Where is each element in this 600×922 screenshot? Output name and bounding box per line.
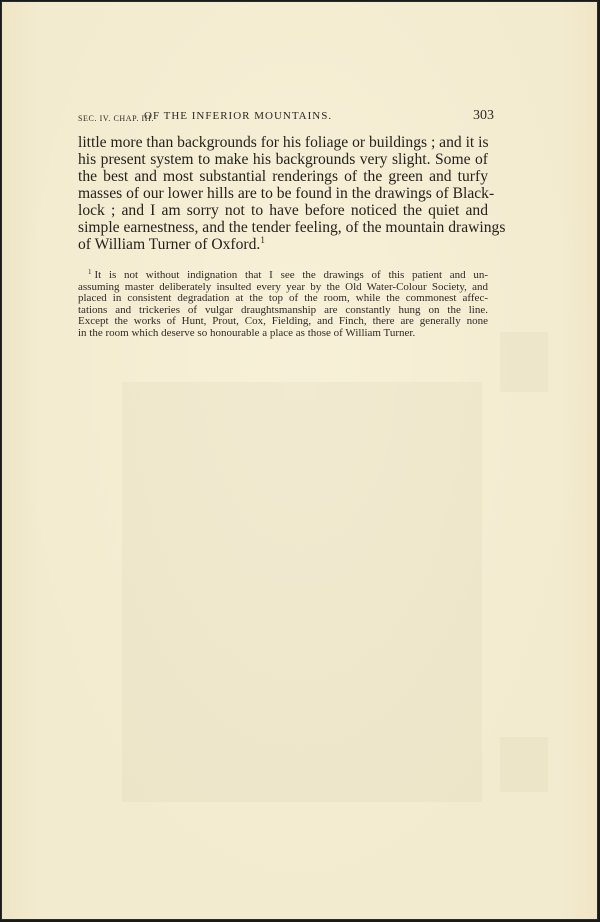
body-line: the best and most substantial renderings of the green and turfy <box>78 168 488 185</box>
body-line: simple earnestness, and the tender feeling, of the mountain drawings <box>78 219 506 236</box>
footnote <box>78 270 488 339</box>
book-page <box>1 1 598 920</box>
body-line: little more than backgrounds for his foliage or buildings ; and it is <box>78 134 489 151</box>
footnote-line-text: It is not without indignation that I see the drawings of this patient and un- <box>94 269 488 281</box>
section-label: SEC. IV. CHAP. III. <box>78 114 154 123</box>
footnote-line-last: in the room which deserve so honourable a place as those of William Turner. <box>78 326 416 339</box>
bleed-through-margin-note <box>500 737 548 792</box>
bleed-through-margin-note <box>500 332 548 392</box>
body-paragraph <box>78 134 506 253</box>
footnote-reference[interactable]: 1 <box>260 235 265 245</box>
body-line: his present system to make his backgrounds very slight. Some of <box>78 151 488 168</box>
footnote-marker: 1 <box>88 268 92 276</box>
body-line: lock ; and I am sorry not to have before noticed the quiet and <box>78 202 488 219</box>
bleed-through-text <box>122 382 482 802</box>
running-head <box>78 109 512 129</box>
footnote-line: assuming master deliberately insulted every year by the Old Water-Colour Society, and <box>78 280 488 293</box>
footnote-line <box>78 270 488 282</box>
footnote-line: placed in consistent degradation at the top of the room, while the commonest affec- <box>78 292 488 304</box>
body-line: masses of our lower hills are to be found in the drawings of Black- <box>78 185 495 202</box>
footnote-line: Except the works of Hunt, Prout, Cox, Fielding, and Finch, there are generally none <box>78 315 488 327</box>
footnote-line: tations and trickeries of vulgar draughtsmanship are constantly hung on the line. <box>78 303 488 316</box>
body-line-last <box>78 236 488 253</box>
body-line-text: of William Turner of Oxford. <box>78 236 261 253</box>
chapter-title: OF THE INFERIOR MOUNTAINS. <box>144 110 333 122</box>
page-number: 303 <box>473 108 494 123</box>
